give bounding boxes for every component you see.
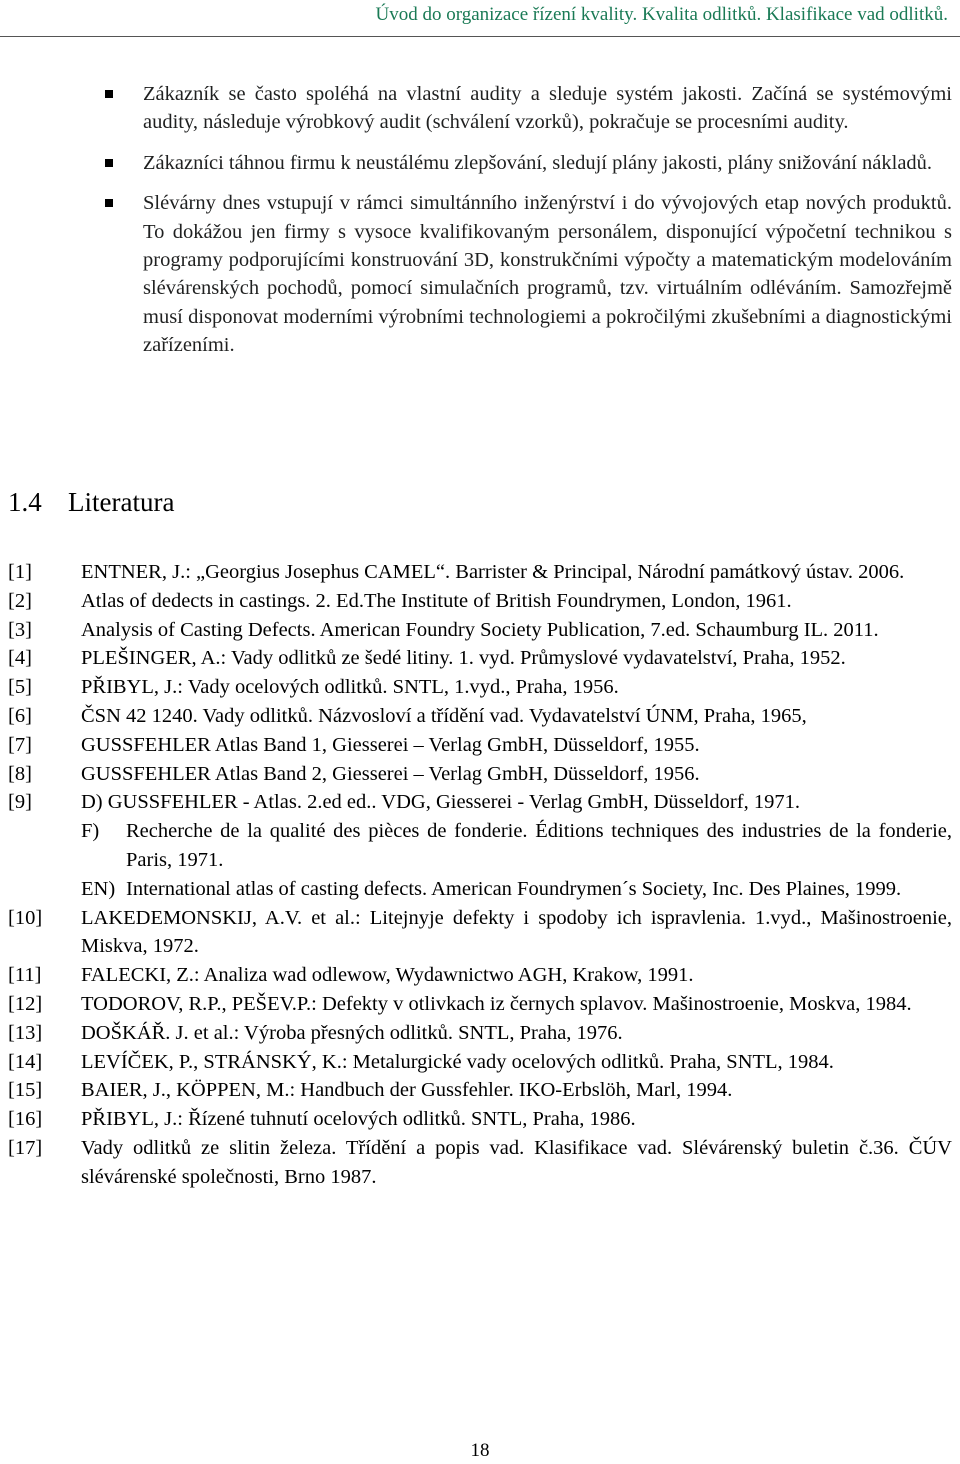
reference-number: [9] (8, 791, 32, 814)
section-heading (8, 487, 174, 518)
reference-number: [3] (8, 618, 32, 641)
reference-number: [11] (8, 964, 42, 987)
reference-number: [2] (8, 589, 32, 612)
reference-number: [17] (8, 1136, 43, 1159)
reference-number: [16] (8, 1108, 43, 1131)
reference-item (8, 587, 952, 616)
reference-number: [7] (8, 733, 32, 756)
page-number: 18 (470, 1440, 490, 1461)
reference-item (8, 616, 952, 645)
reference-subitem (81, 817, 952, 875)
reference-subitem (81, 875, 952, 904)
bullet-item (143, 149, 952, 177)
reference-number: [13] (8, 1021, 43, 1044)
reference-text: BAIER, J., KÖPPEN, M.: Handbuch der Gussfehler. IKO-Erbslöh, Marl, 1994. (81, 1079, 733, 1102)
subitem-label: EN) (81, 877, 116, 900)
reference-text: DOŠKÁŘ. J. et al.: Výroba přesných odlitků. SNTL, Praha, 1976. (81, 1021, 623, 1044)
reference-number: [1] (8, 561, 32, 583)
reference-item (8, 1048, 952, 1077)
reference-item (8, 1076, 952, 1105)
subitem-text: International atlas of casting defects. American Foundrymen´s Society, Inc. Des Plaines, 1999. (126, 877, 902, 900)
reference-text: Analysis of Casting Defects. American Foundry Society Publication, 7.ed. Schaumburg IL. 2011. (81, 618, 879, 641)
bullet-list (0, 80, 960, 372)
header-divider (0, 36, 960, 37)
reference-number: [6] (8, 704, 32, 727)
reference-item (8, 558, 952, 587)
reference-text: PLEŠINGER, A.: Vady odlitků ze šedé litiny. 1. vyd. Průmyslové vydavatelství, Praha, 1952. (81, 647, 846, 670)
subitem-label: F) (81, 820, 100, 843)
reference-item (8, 702, 952, 731)
reference-text: GUSSFEHLER Atlas Band 2, Giesserei – Verlag GmbH, Düsseldorf, 1956. (81, 762, 700, 785)
reference-text: D) GUSSFEHLER - Atlas. 2.ed ed.. VDG, Giesserei - Verlag GmbH, Düsseldorf, 1971. (81, 791, 800, 814)
reference-number: [4] (8, 647, 32, 670)
reference-text: LAKEDEMONSKIJ, A.V. et al.: Litejnyje defekty i spodoby ich ispravlenia. 1.vyd., Mašinostroenie, Miskva, 1972. (81, 906, 952, 958)
reference-number: [14] (8, 1050, 43, 1073)
bullet-item (143, 189, 952, 359)
reference-text: LEVÍČEK, P., STRÁNSKÝ, K.: Metalurgické vady ocelových odlitků. Praha, SNTL, 1984. (81, 1050, 834, 1073)
section-title: Literatura (68, 487, 175, 517)
reference-text: PŘIBYL, J.: Řízené tuhnutí ocelových odlitků. SNTL, Praha, 1986. (81, 1108, 636, 1131)
reference-text: FALECKI, Z.: Analiza wad odlewow, Wydawnictwo AGH, Krakow, 1991. (81, 964, 694, 987)
reference-text: PŘIBYL, J.: Vady ocelových odlitků. SNTL, 1.vyd., Praha, 1956. (81, 676, 619, 699)
reference-text: TODOROV, R.P., PEŠEV.P.: Defekty v otlivkach iz černych splavov. Mašinostroenie, Moskva, 1984. (81, 992, 912, 1015)
subitem-text: Recherche de la qualité des pièces de fonderie. Éditions techniques des industries de la fonderie, Paris, 1971. (126, 820, 952, 871)
square-bullet-icon (105, 90, 113, 98)
reference-number: [12] (8, 992, 43, 1015)
bullet-text: Zákazníci táhnou firmu k neustálému zlepšování, sledují plány jakosti, plány snižování nákladů. (143, 151, 933, 174)
reference-text: GUSSFEHLER Atlas Band 1, Giesserei – Verlag GmbH, Düsseldorf, 1955. (81, 733, 700, 756)
reference-item (8, 644, 952, 673)
bullet-item (143, 80, 952, 137)
reference-text: Vady odlitků ze slitin železa. Třídění a popis vad. Klasifikace vad. Slévárenský buletin č.36. ČÚV slévárenské společnosti, Brno 1987. (81, 1136, 952, 1188)
reference-item (8, 1105, 952, 1134)
reference-item (8, 760, 952, 789)
reference-item (8, 990, 952, 1019)
reference-item (8, 731, 952, 760)
bullet-text: Zákazník se často spoléhá na vlastní audity a sleduje systém jakosti. Začíná se systémovými audity, následuje výrobkový audit (schválení vzorků), pokračuje se procesními audity. (143, 83, 952, 134)
reference-number: [5] (8, 676, 32, 699)
reference-item (8, 1019, 952, 1048)
reference-number: [8] (8, 762, 32, 785)
reference-item (8, 904, 952, 962)
reference-number: [15] (8, 1079, 43, 1102)
square-bullet-icon (105, 199, 113, 207)
reference-text: ČSN 42 1240. Vady odlitků. Názvosloví a třídění vad. Vydavatelství ÚNM, Praha, 1965, (81, 704, 807, 727)
reference-list (8, 558, 952, 1192)
bullet-text: Slévárny dnes vstupují v rámci simultánního inženýrství i do vývojových etap nových produktů. To dokážou jen firmy s vysoce kvalifikovaným personálem, disponující výpočetní technikou s programy podporujícími konstruování 3D, konstrukčními výpočty a matematickým modelováním slévárenských pochodů, pomocí simulačních programů, tzv. virtuálním odléváním. Samozřejmě musí disponovat moderními výrobními technologiemi a pokročilými zkušebními a diagnostickými zařízeními. (143, 192, 952, 357)
reference-text: Atlas of dedects in castings. 2. Ed.The Institute of British Foundrymen, London, 1961. (81, 589, 792, 612)
reference-item (8, 788, 952, 817)
square-bullet-icon (105, 159, 113, 167)
reference-text: ENTNER, J.: „Georgius Josephus CAMEL“. Barrister & Principal, Národní památkový ústav. 2006. (81, 561, 905, 583)
reference-item (8, 961, 952, 990)
reference-item (8, 673, 952, 702)
section-number: 1.4 (8, 487, 42, 517)
reference-number: [10] (8, 906, 43, 929)
running-header: Úvod do organizace řízení kvality. Kvalita odlitků. Klasifikace vad odlitků. (375, 4, 948, 25)
reference-item (8, 1134, 952, 1192)
